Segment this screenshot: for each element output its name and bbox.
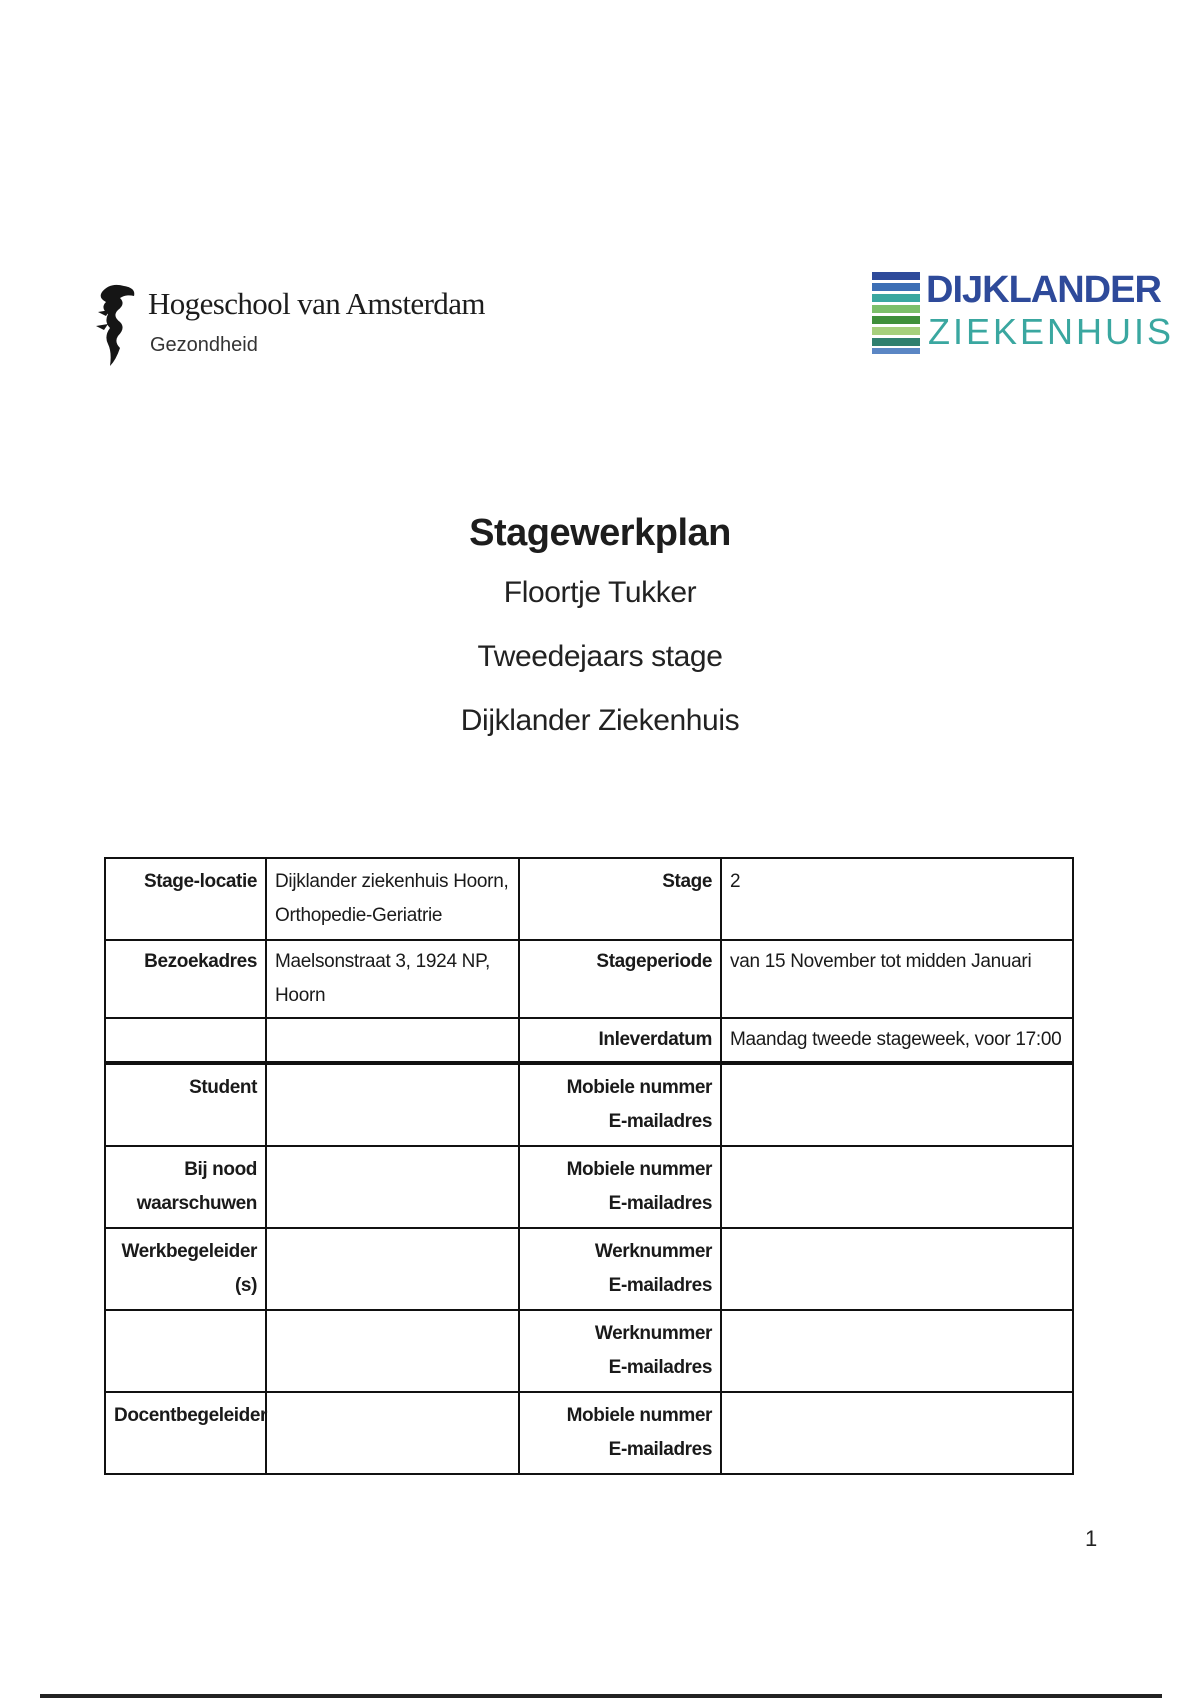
empty-value-cell (266, 1018, 519, 1062)
dijklander-logo (872, 268, 1175, 354)
role-empty (105, 1310, 266, 1392)
field-label: Mobiele nummer (566, 1405, 712, 1426)
label-inleverdatum: Inleverdatum (519, 1018, 721, 1062)
role-value (266, 1392, 519, 1474)
field-label: E-mailadres (608, 1193, 712, 1214)
dijklander-stripes-icon (872, 272, 920, 354)
contact-detail (721, 1228, 1073, 1310)
table-row (105, 1310, 1073, 1392)
field-label: Mobiele nummer (566, 1077, 712, 1098)
table-row (105, 858, 1073, 940)
value-stage: 2 (721, 858, 1073, 940)
contact-fields (519, 1228, 721, 1310)
role-docentbegeleider: Docentbegeleider (105, 1392, 266, 1474)
title-block (0, 505, 1200, 753)
role-value (266, 1228, 519, 1310)
field-label: Mobiele nummer (566, 1159, 712, 1180)
label-stage-locatie: Stage-locatie (105, 858, 266, 940)
table-row (105, 1228, 1073, 1310)
page-number: 1 (1085, 1526, 1098, 1551)
page-title: Stagewerkplan (469, 512, 731, 554)
role-werkbegeleider: Werkbegeleider (s) (105, 1228, 266, 1310)
role-value (266, 1310, 519, 1392)
empty-label-cell (105, 1018, 266, 1062)
role-student: Student (105, 1064, 266, 1146)
contact-fields (519, 1146, 721, 1228)
role-value (266, 1064, 519, 1146)
dijklander-subname: ZIEKENHUIS (928, 311, 1175, 352)
hva-logo (96, 280, 485, 370)
contact-detail (721, 1146, 1073, 1228)
role-emergency-contact: Bij nood waarschuwen (105, 1146, 266, 1228)
hospital-name: Dijklander Ziekenhuis (460, 704, 740, 737)
field-label: E-mailadres (608, 1275, 712, 1296)
value-inleverdatum: Maandag tweede stageweek, voor 17:00 (721, 1018, 1073, 1062)
table-row (105, 940, 1073, 1018)
dijklander-name: DIJKLANDER (926, 269, 1161, 311)
table-row (105, 1064, 1073, 1146)
hva-subtitle: Gezondheid (150, 334, 258, 356)
field-label: E-mailadres (608, 1111, 712, 1132)
contacts-table (104, 1063, 1074, 1475)
value-stage-locatie: Dijklander ziekenhuis Hoorn, Orthopedie-Geriatrie (266, 858, 519, 940)
student-name: Floortje Tukker (503, 576, 697, 609)
value-bezoekadres: Maelsonstraat 3, 1924 NP, Hoorn (266, 940, 519, 1018)
label-stage: Stage (519, 858, 721, 940)
hva-logo-mark-icon (96, 282, 138, 368)
role-value (266, 1146, 519, 1228)
contact-detail (721, 1064, 1073, 1146)
table-row (105, 1018, 1073, 1062)
contact-fields (519, 1310, 721, 1392)
stage-info-table (104, 857, 1074, 1063)
contact-detail (721, 1310, 1073, 1392)
label-stageperiode: Stageperiode (519, 940, 721, 1018)
table-row (105, 1392, 1073, 1474)
label-bezoekadres: Bezoekadres (105, 940, 266, 1018)
stage-type: Tweedejaars stage (477, 640, 723, 673)
contact-fields (519, 1392, 721, 1474)
field-label: Werknummer (594, 1241, 712, 1262)
field-label: Werknummer (594, 1323, 712, 1344)
contact-detail (721, 1392, 1073, 1474)
contact-fields (519, 1064, 721, 1146)
value-stageperiode: van 15 November tot midden Januari (721, 940, 1073, 1018)
footer-divider (40, 1694, 1162, 1698)
hva-name: Hogeschool van Amsterdam (148, 286, 485, 321)
field-label: E-mailadres (608, 1357, 712, 1378)
table-row (105, 1146, 1073, 1228)
field-label: E-mailadres (608, 1439, 712, 1460)
